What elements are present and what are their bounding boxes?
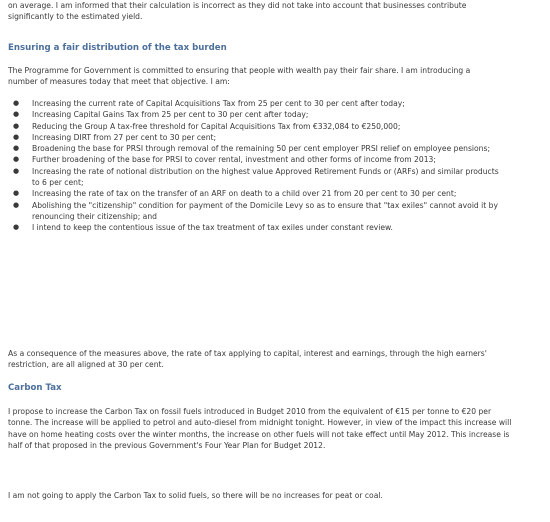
- carbon-tax-paragraph: I propose to increase the Carbon Tax on fossil fuels introduced in Budget 2010 from the equivalent of €15 per tonne to €20 per tonne. The increase will be applied to petrol and auto-diesel from midnight tonight. However, in view of the impact this increase will have on home heating costs over the winter months, the increase on other fuels will not take effect until May 2012. This increase is half of that proposed in the previous Government's Four Year Plan for Budget 2012.: [8, 407, 512, 450]
- bullet-icon: ●: [13, 121, 20, 130]
- bullet-icon: ●: [13, 166, 20, 175]
- list-item: ● Abolishing the "citizenship" condition for payment of the Domicile Levy so as to ensure that "tax exiles" cannot avoid it by renouncing their citizenship; and: [13, 200, 498, 221]
- list-item: ● Increasing DIRT from 27 per cent to 30 per cent;: [13, 132, 217, 142]
- bullet-icon: ●: [13, 132, 20, 141]
- list-item: ● Increasing Capital Gains Tax from 25 per cent to 30 per cent after today;: [13, 110, 309, 120]
- list-item: ● I intend to keep the contentious issue of the tax treatment of tax exiles under constant review.: [13, 223, 393, 233]
- list-item: ● Increasing the rate of tax on the transfer of an ARF on death to a child over 21 from 20 per cent to 30 per cent;: [13, 189, 457, 199]
- bullet-icon: ●: [13, 110, 20, 119]
- heading-fair-distribution: Ensuring a fair distribution of the tax burden: [8, 43, 227, 53]
- consequence-paragraph: As a consequence of the measures above, the rate of tax applying to capital, interest and earnings, through the high earners' restriction, are all aligned at 30 per cent.: [8, 349, 487, 370]
- bullet-icon: ●: [13, 99, 20, 107]
- programme-paragraph: The Programme for Government is committed to ensuring that people with wealth pay their fair share. I am introducing a number of measures today that meet that objective. I am:: [8, 66, 471, 87]
- heading-carbon-tax: Carbon Tax: [8, 383, 62, 393]
- list-item: ● Increasing the current rate of Capital Acquisitions Tax from 25 per cent to 30 per cent after today;: [13, 99, 405, 108]
- list-item: ● Broadening the base for PRSI through removal of the remaining 50 per cent employer PRSI relief on employee pensions;: [13, 144, 491, 154]
- list-item: ● Increasing the rate of notional distribution on the highest value Approved Retirement Funds or (ARFs) and similar products to 6 per cent;: [13, 166, 499, 188]
- bullet-icon: ●: [13, 189, 20, 198]
- bullet-icon: ●: [13, 144, 20, 153]
- bullet-icon: ●: [13, 223, 20, 232]
- list-item: ● Reducing the Group A tax-free threshold for Capital Acquisitions Tax from €332,084 to €250,000;: [13, 121, 401, 131]
- bullet-icon: ●: [13, 200, 20, 209]
- measures-list: [8, 98, 500, 234]
- solid-fuels-paragraph: I am not going to apply the Carbon Tax to solid fuels, so there will be no increases for peat or coal.: [8, 491, 383, 500]
- intro-paragraph: on average. I am informed that their calculation is incorrect as they did not take into account that businesses contribute significantly to the estimated yield.: [8, 1, 467, 22]
- bullet-icon: ●: [13, 155, 20, 164]
- list-item: ● Further broadening of the base for PRSI to cover rental, investment and other forms of income from 2013;: [13, 155, 436, 165]
